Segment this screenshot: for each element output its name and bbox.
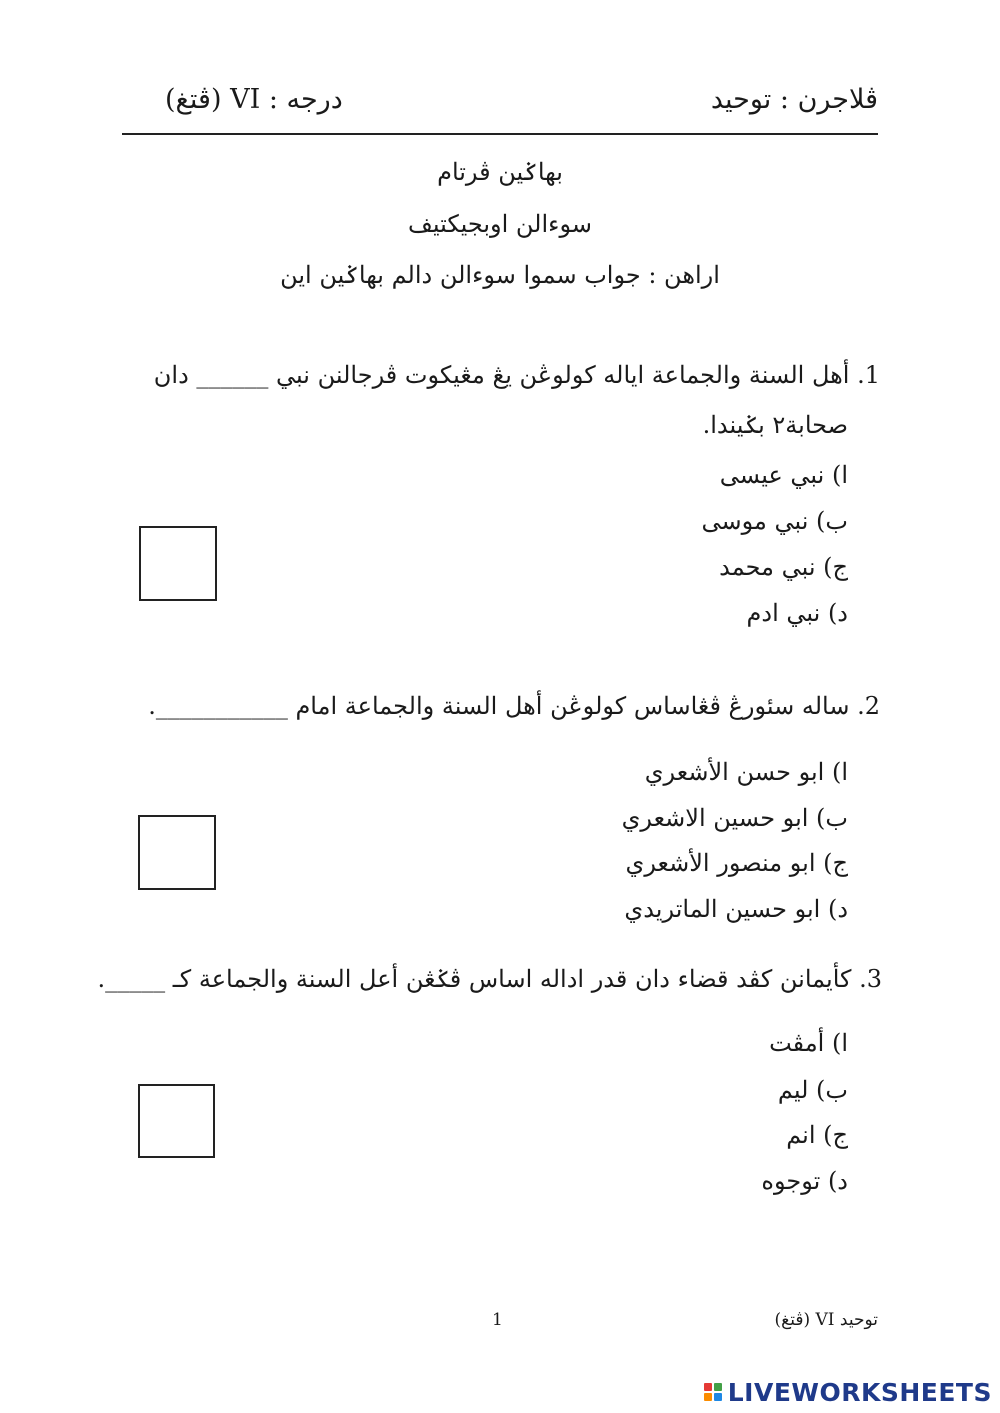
subject-label: ڤلاجرن : توحيد <box>710 84 878 115</box>
question-3-option-a: ا) أمڤت <box>769 1029 848 1057</box>
question-3-option-c: ج) انم <box>786 1121 848 1149</box>
question-2-option-b: ب) ابو حسين الاشعري <box>621 804 848 832</box>
question-3-option-b: ب) ليم <box>777 1076 848 1104</box>
footer-label: توحيد VI (ڤتغ) <box>774 1310 878 1330</box>
liveworksheets-logo <box>704 1377 992 1407</box>
question-3-answer-box[interactable] <box>138 1084 215 1158</box>
question-1-text: 1. أهل السنة والجماعة اياله كولوڠن يڠ مڠيكوت ڤرجالنن نبي ______ دان <box>153 361 880 389</box>
logo-square-icon <box>704 1393 712 1401</box>
page-number: 1 <box>492 1310 503 1330</box>
question-1-option-b: ب) نبي موسى <box>701 507 848 535</box>
section-subtitle: سوءالن اوبجيكتيف <box>408 210 592 238</box>
question-3-option-d: د) توجوه <box>761 1167 848 1195</box>
logo-square-icon <box>714 1393 722 1401</box>
header-divider <box>122 133 878 135</box>
grade-label: درجه : VI (ڤتغ) <box>165 84 343 115</box>
question-2-answer-box[interactable] <box>138 815 216 890</box>
section-title: بهاݢين ڤرتام <box>437 158 563 186</box>
brand-name: LIVEWORKSHEETS <box>727 1377 992 1407</box>
question-1-option-a: ا) نبي عيسى <box>719 461 848 489</box>
question-2-option-a: ا) ابو حسن الأشعري <box>644 758 848 786</box>
logo-square-icon <box>714 1383 722 1391</box>
question-3-text: 3. كأيمانن كڤد قضاء دان قدر اداله اساس ڤݢڠن أعل السنة والجماعة كـ _____. <box>97 965 882 993</box>
logo-grid-icon <box>704 1383 722 1401</box>
instructions: اراهن : جواب سموا سوءالن دالم بهاݢين اين <box>280 261 720 289</box>
question-1-option-d: د) نبي ادم <box>746 599 848 627</box>
question-1-text-cont: صحابة٢ بݢيندا. <box>702 411 848 439</box>
question-1-answer-box[interactable] <box>139 526 217 601</box>
question-1-option-c: ج) نبي محمد <box>719 553 848 581</box>
question-2-text: 2. ساله سئورڠ ڤڠاساس كولوڠن أهل السنة والجماعة امام ___________. <box>148 692 880 720</box>
question-2-option-d: د) ابو حسين الماتريدي <box>624 895 848 923</box>
question-2-option-c: ج) ابو منصور الأشعري <box>625 849 848 877</box>
logo-square-icon <box>704 1383 712 1391</box>
